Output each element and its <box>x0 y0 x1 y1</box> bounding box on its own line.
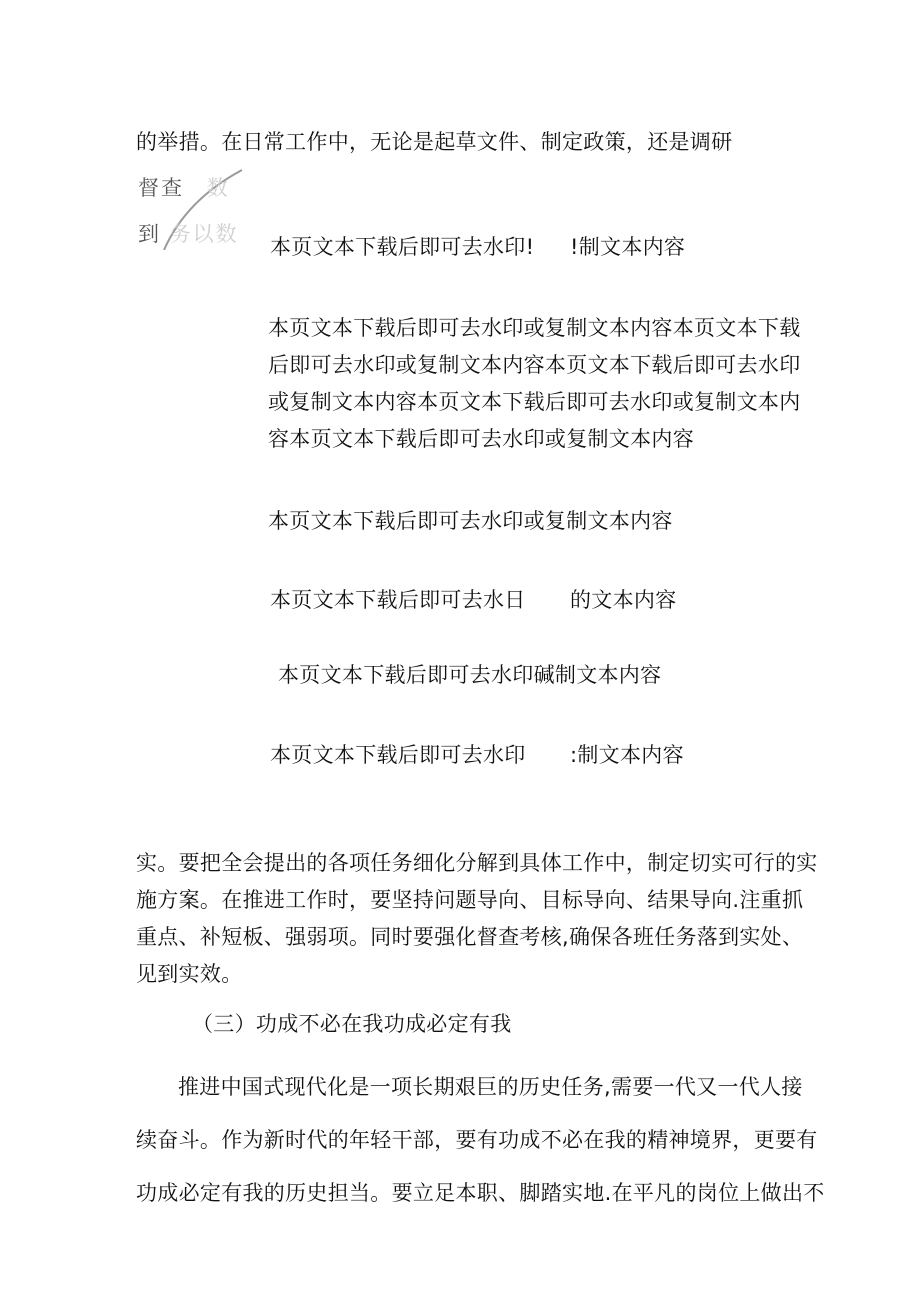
watermark-row-2 <box>138 218 239 248</box>
watermark-line-1-right: !制文本内容 <box>570 235 686 259</box>
watermark-paragraph-line: 后即可去水印或复制文本内容本页文本下载后即可去水印 <box>268 353 801 377</box>
body-paragraph <box>136 845 818 993</box>
closing-paragraph-line: 续奋斗。作为新时代的年轻干部，要有功成不必在我的精神境界，更要有 <box>136 1128 818 1152</box>
watermark-row-1-dark: 督查 <box>138 176 184 200</box>
watermark-line-6-left: 本页文本下载后即可去水印 <box>270 743 526 767</box>
watermark-line-1-left: 本页文本下载后即可去水印! <box>270 235 535 259</box>
body-paragraph-line: 施方案。在推进工作时，要坚持问题导向、目标导向、结果导向.注重抓 <box>136 888 804 912</box>
body-paragraph-line: 见到实效。 <box>136 962 243 986</box>
watermark-line-4-left: 本页文本下载后即可去水日 <box>270 588 526 612</box>
section-heading: （三）功成不必在我功成必定有我 <box>192 1012 512 1036</box>
body-paragraph-line: 实。要把全会提出的各项任务细化分解到具体工作中，制定切实可行的实 <box>136 851 818 875</box>
watermark-line-5: 本页文本下载后即可去水印碱制文本内容 <box>278 663 662 687</box>
body-paragraph-line: 重点、补短板、强弱项。同时要强化督查考核,确保各班任务落到实处、 <box>136 925 804 949</box>
top-line: 的举措。在日常工作中，无论是起草文件、制定政策，还是调研 <box>136 130 733 154</box>
watermark-paragraph <box>268 310 801 458</box>
watermark-paragraph-line: 容本页文本下载后即可去水印或复制文本内容 <box>268 427 694 451</box>
closing-paragraph <box>136 1061 825 1220</box>
watermark-row-1 <box>138 172 230 202</box>
watermark-line-4-right: 的文本内容 <box>570 588 677 612</box>
watermark-paragraph-line: 本页文本下载后即可去水印或复制文本内容本页文本下载 <box>268 316 801 340</box>
watermark-row-1-faint: 数 <box>206 176 230 200</box>
watermark-row-2-faint: 务以数 <box>169 222 239 246</box>
closing-paragraph-line: 推进中国式现代化是一项长期艰巨的历史任务,需要一代又一代人接 <box>178 1075 803 1099</box>
watermark-paragraph-line: 或复制文本内容本页文本下载后即可去水印或复制文本内 <box>268 390 801 414</box>
closing-paragraph-line: 功成必定有我的历史担当。要立足本职、脚踏实地.在平凡的岗位上做出不 <box>136 1181 825 1205</box>
watermark-row-2-dark: 到 <box>138 222 161 246</box>
watermark-line-3: 本页文本下载后即可去水印或复制文本内容 <box>268 509 673 533</box>
watermark-line-6-right: :制文本内容 <box>570 743 684 767</box>
watermark-stamp-fragment <box>136 160 246 250</box>
